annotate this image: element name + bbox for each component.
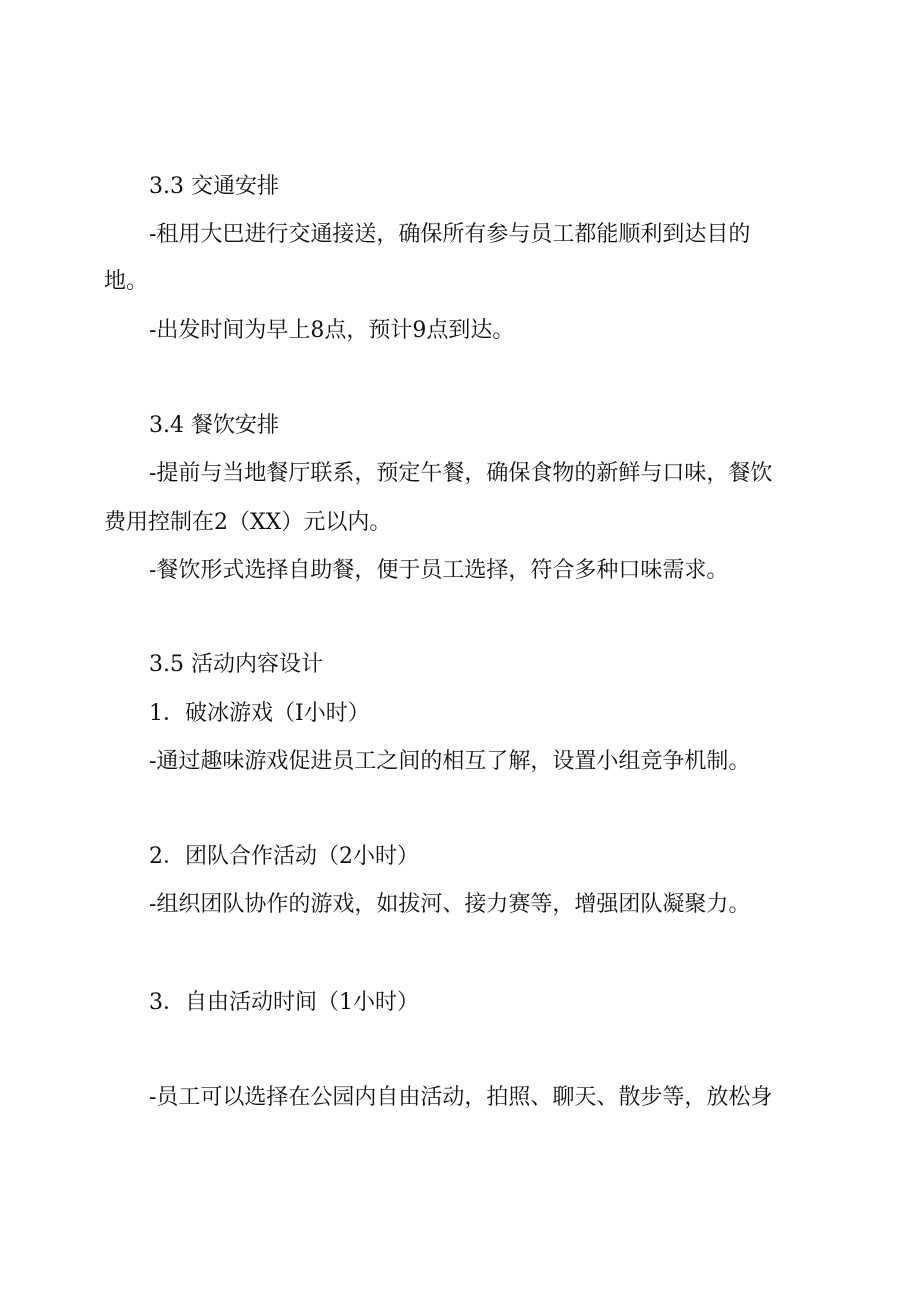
activity-1-title: 1．破冰游戏（I小时）	[149, 701, 370, 726]
catering-line-2: 费用控制在2（XX）元以内。	[104, 510, 392, 535]
activity-3-title: 3．自由活动时间（1小时）	[149, 990, 419, 1015]
catering-line-3: -餐饮形式选择自助餐，便于员工选择，符合多种口味需求。	[149, 558, 729, 583]
activity-3-desc: -员工可以选择在公园内自由活动，拍照、聊天、散步等，放松身	[149, 1085, 773, 1110]
activity-1-desc: -通过趣味游戏促进员工之间的相互了解，设置小组竞争机制。	[149, 749, 751, 774]
section-heading-activities: 3.5 活动内容设计	[149, 652, 323, 677]
activity-2-desc: -组织团队协作的游戏，如拔河、接力赛等，增强团队凝聚力。	[149, 892, 751, 917]
transport-line-1: -租用大巴进行交通接送，确保所有参与员工都能顺利到达目的	[149, 222, 751, 247]
section-heading-catering: 3.4 餐饮安排	[149, 413, 279, 438]
activity-2-title: 2．团队合作活动（2小时）	[149, 844, 419, 869]
transport-line-2: 地。	[104, 269, 149, 294]
catering-line-1: -提前与当地餐厅联系，预定午餐，确保食物的新鲜与口味，餐饮	[149, 461, 773, 486]
section-heading-transport: 3.3 交通安排	[149, 174, 279, 199]
transport-line-3: -出发时间为早上8点，预计9点到达。	[149, 318, 515, 343]
